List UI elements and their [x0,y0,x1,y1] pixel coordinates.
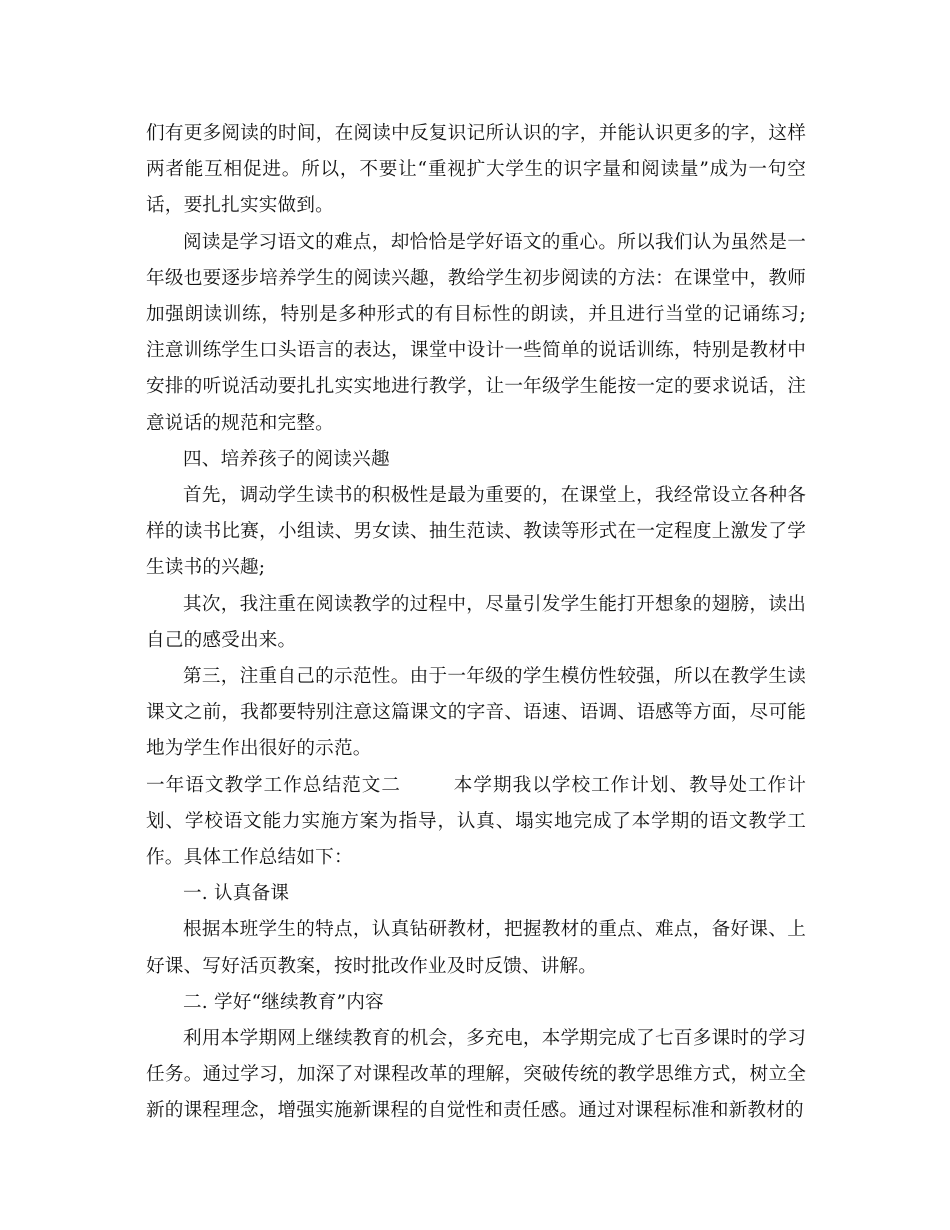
section-two-intro: 本学期我以学校工作计划、教导处工作计划、学校语文能力实施方案为指导，认真、塌实地完成了本学期的语文教学工作。具体工作总结如下： [146,774,806,869]
document-body [146,116,806,1130]
section-two-title: 一年语文教学工作总结范文二 [146,774,401,796]
section-heading: 二. 学好“继续教育”内容 [183,991,384,1013]
paragraph: 首先，调动学生读书的积极性是最为重要的，在课堂上，我经常设立各种各样的读书比赛，小组读、男女读、抽生范读、教读等形式在一定程度上激发了学生读书的兴趣; [146,485,806,579]
paragraph: 阅读是学习语文的难点，却恰恰是学好语文的重心。所以我们认为虽然是一年级也要逐步培养学生的阅读兴趣，教给学生初步阅读的方法：在课堂中，教师加强朗读训练，特别是多种形式的有目标性的朗读，并且进行当堂的记诵练习;注意训练学生口头语言的表达，课堂中设计一些简单的说话训练，特别是教材中安排的听说活动要扎扎实实地进行教学，让一年级学生能按一定的要求说话，注意说话的规范和完整。 [146,231,806,434]
paragraph: 利用本学期网上继续教育的机会，多充电，本学期完成了七百多课时的学习任务。通过学习，加深了对课程改革的理解，突破传统的教学思维方式，树立全新的课程理念，增强实施新课程的自觉性和责任感。通过对课程标准和新教材的 [146,1028,806,1122]
section-heading: 一. 认真备课 [183,883,290,905]
paragraph: 们有更多阅读的时间，在阅读中反复识记所认识的字，并能认识更多的字，这样两者能互相促进。所以，不要让“重视扩大学生的识字量和阅读量”成为一句空话，要扎扎实实做到。 [146,123,806,217]
section-two-paragraph [146,768,806,877]
section-heading: 四、培养孩子的阅读兴趣 [183,448,390,470]
paragraph: 根据本班学生的特点，认真钻研教材，把握教材的重点、难点，备好课、上好课、写好活页教案，按时批改作业及时反馈、讲解。 [146,919,806,977]
paragraph: 第三，注重自己的示范性。由于一年级的学生模仿性较强，所以在教学生读课文之前，我都要特别注意这篇课文的字音、语速、语调、语感等方面，尽可能地为学生作出很好的示范。 [146,666,806,760]
paragraph: 其次，我注重在阅读教学的过程中，尽量引发学生能打开想象的翅膀，读出自己的感受出来。 [146,593,806,651]
